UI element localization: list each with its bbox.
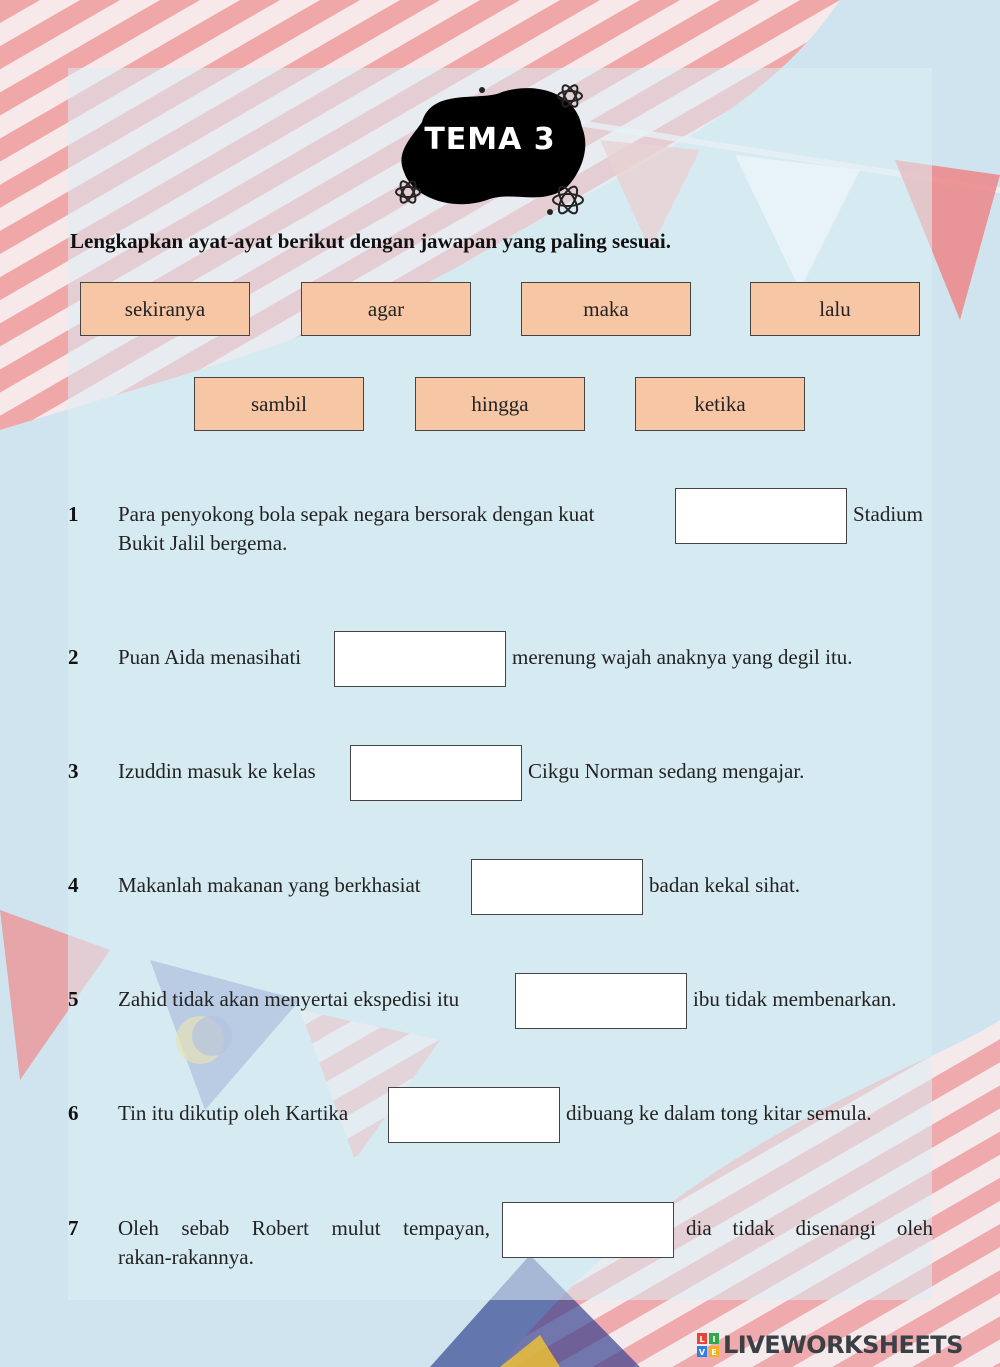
word-option[interactable]: agar xyxy=(301,282,471,336)
question-number: 3 xyxy=(68,759,79,783)
question-number: 4 xyxy=(68,873,79,897)
word-option[interactable]: hingga xyxy=(415,377,585,431)
question-text: dia tidak disenangi oleh xyxy=(686,1216,933,1240)
question-text: Puan Aida menasihati xyxy=(118,645,302,669)
answer-drop-box[interactable] xyxy=(502,1202,674,1258)
word-option[interactable]: sekiranya xyxy=(80,282,250,336)
instruction-text: Lengkapkan ayat-ayat berikut dengan jawapan yang paling sesuai. xyxy=(70,229,671,253)
answer-drop-box[interactable] xyxy=(515,973,687,1029)
question-text: dibuang ke dalam tong kitar semula. xyxy=(566,1101,872,1125)
question-text: rakan-rakannya. xyxy=(118,1245,254,1269)
logo-letter: V xyxy=(698,1348,706,1357)
answer-drop-box[interactable] xyxy=(388,1087,560,1143)
word-option[interactable]: maka xyxy=(521,282,691,336)
question-text: Izuddin masuk ke kelas xyxy=(118,759,316,783)
question-number: 6 xyxy=(68,1101,79,1125)
question-text: Tin itu dikutip oleh Kartika xyxy=(118,1101,349,1125)
logo-letter: L xyxy=(699,1335,705,1344)
question-number: 1 xyxy=(68,502,79,526)
page-title: TEMA 3 xyxy=(424,122,556,157)
question-text: badan kekal sihat. xyxy=(649,873,801,897)
answer-drop-box[interactable] xyxy=(334,631,506,687)
answer-drop-box[interactable] xyxy=(350,745,522,801)
question-text: Makanlah makanan yang berkhasiat xyxy=(118,873,421,897)
question-text: Cikgu Norman sedang mengajar. xyxy=(528,759,805,783)
question-number: 7 xyxy=(68,1216,79,1240)
word-option[interactable]: lalu xyxy=(750,282,920,336)
question-number: 5 xyxy=(68,987,79,1011)
liveworksheets-logo-icon xyxy=(697,1333,719,1357)
answer-drop-box[interactable] xyxy=(675,488,847,544)
answer-drop-box[interactable] xyxy=(471,859,643,915)
word-option[interactable]: ketika xyxy=(635,377,805,431)
word-option[interactable]: sambil xyxy=(194,377,364,431)
question-text: Bukit Jalil bergema. xyxy=(118,531,288,555)
question-number: 2 xyxy=(68,645,79,669)
question-text: Para penyokong bola sepak negara bersorak dengan kuat xyxy=(118,502,595,526)
logo-letter: E xyxy=(711,1348,717,1357)
question-text: Oleh sebab Robert mulut tempayan, xyxy=(118,1216,490,1240)
question-text: merenung wajah anaknya yang degil itu. xyxy=(512,645,853,669)
question-text: Stadium xyxy=(853,502,924,526)
question-text: ibu tidak membenarkan. xyxy=(693,987,897,1011)
liveworksheets-watermark xyxy=(697,1330,963,1360)
watermark-text: LIVEWORKSHEETS xyxy=(723,1331,963,1359)
question-text: Zahid tidak akan menyertai ekspedisi itu xyxy=(118,987,460,1011)
logo-letter: I xyxy=(712,1335,716,1344)
